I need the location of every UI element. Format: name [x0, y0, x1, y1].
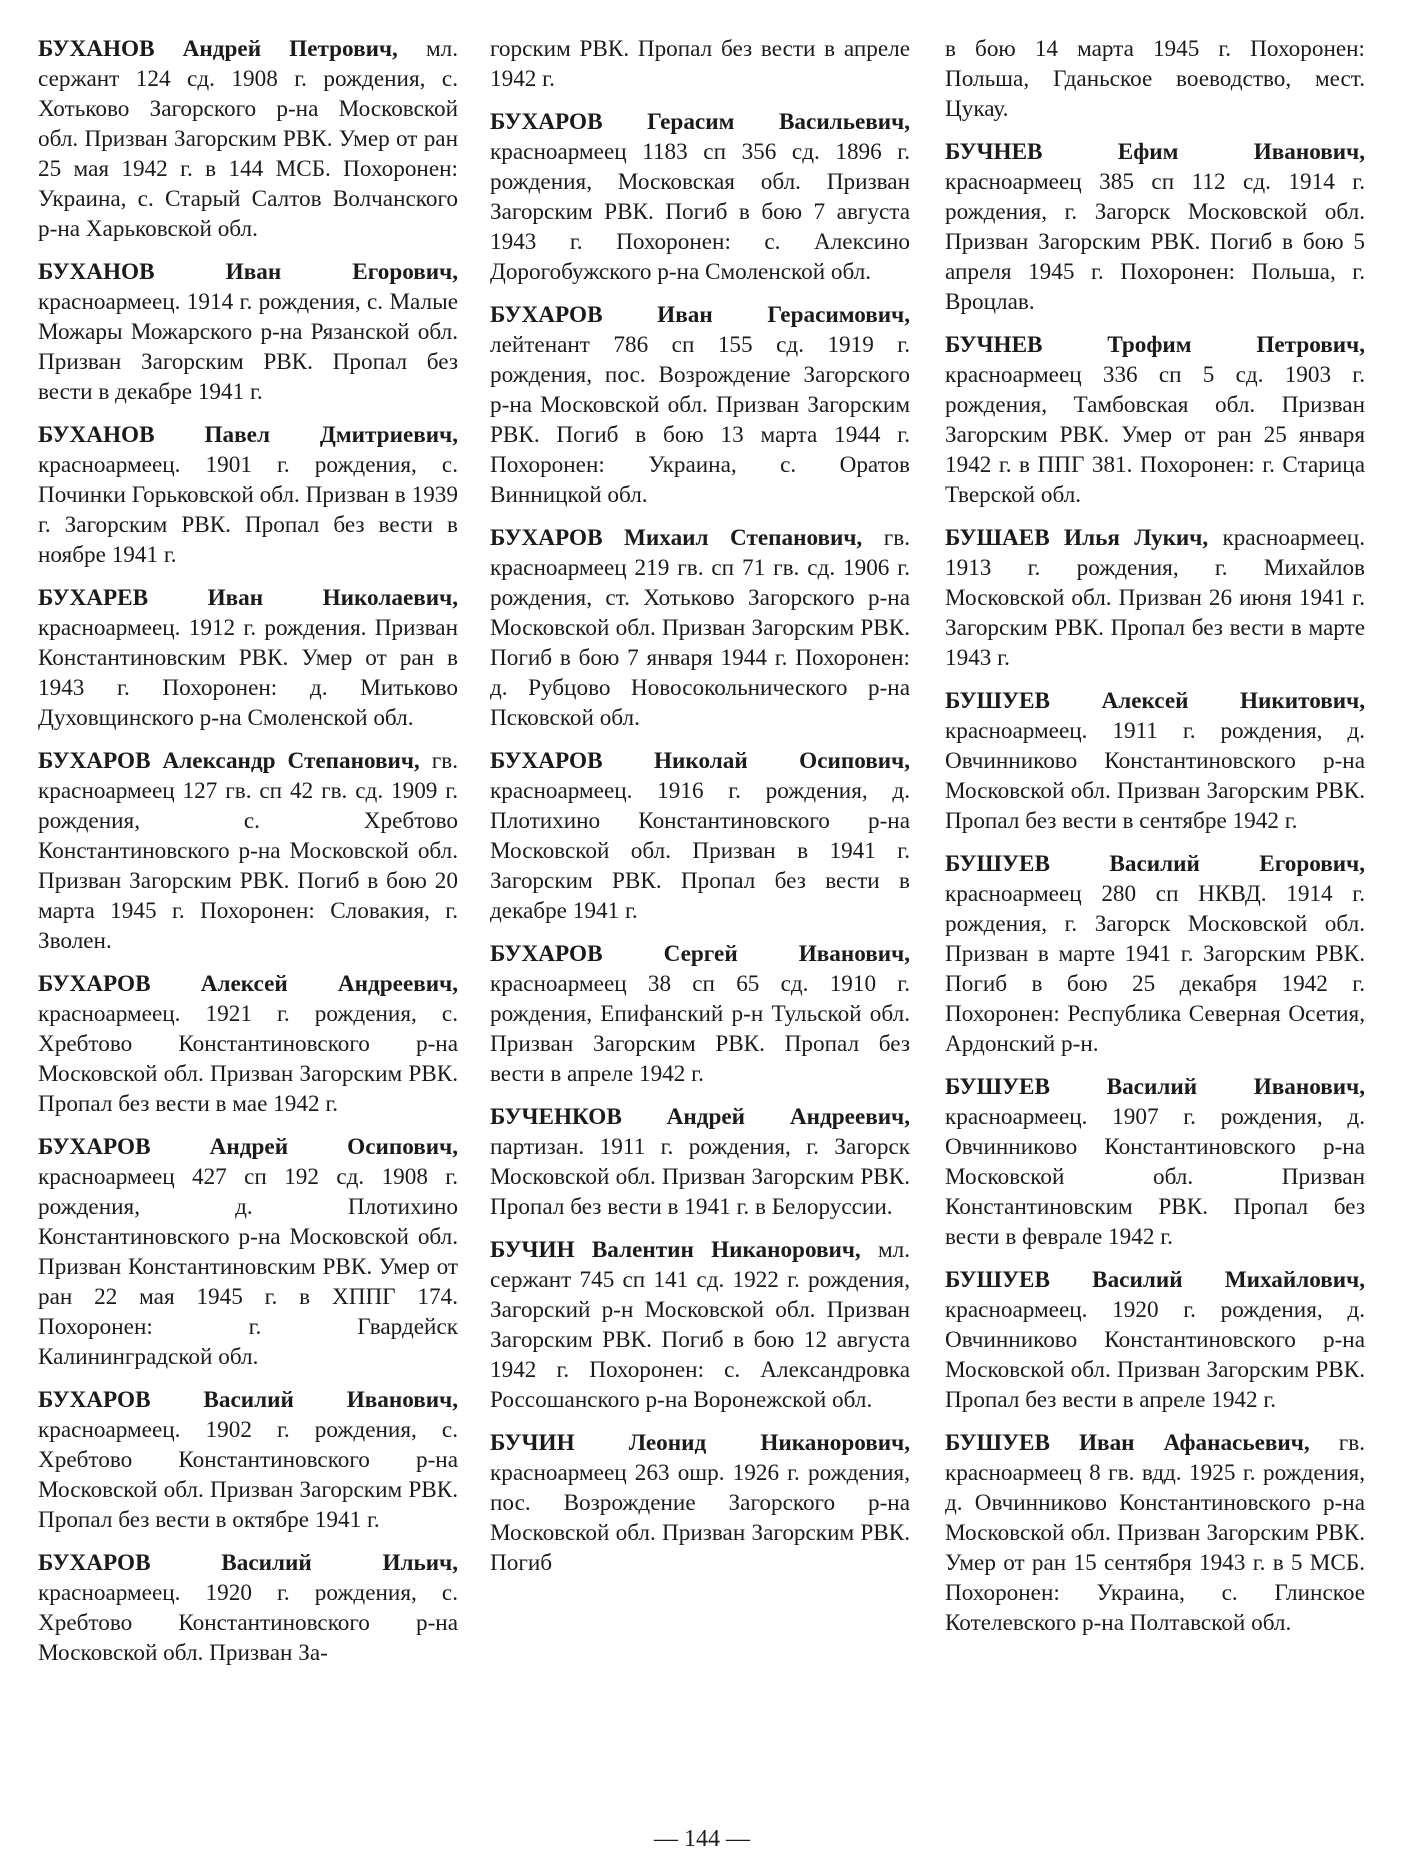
- memorial-entry: [490, 300, 910, 510]
- person-name: БУШАЕВ Илья Лукич,: [945, 525, 1209, 551]
- entry-text: лейтенант 786 сп 155 сд. 1919 г. рождения, пос. Возрождение Загорского р-на Московской обл. Призван Загорским РВК. Погиб в бою 13 марта 1944 г. Похоронен: Украина, с. Оратов Винницкой обл.: [490, 332, 910, 508]
- entry-text: красноармеец. 1921 г. рождения, с. Хребтово Константиновского р-на Московской обл. Призван Загорским РВК. Пропал без вести в мае 1942 г.: [38, 1001, 458, 1117]
- person-name: БУХАРОВ Алексей Андреевич,: [38, 971, 458, 997]
- entry-text: красноармеец 385 сп 112 сд. 1914 г. рождения, г. Загорск Московской обл. Призван Загорским РВК. Погиб в бою 5 апреля 1945 г. Похоронен: Польша, г. Вроцлав.: [945, 169, 1365, 315]
- entry-text: красноармеец. 1914 г. рождения, с. Малые Можары Можарского р-на Рязанской обл. Призван Загорским РВК. Пропал без вести в декабре 1941 г.: [38, 289, 458, 405]
- memorial-entry: [945, 523, 1365, 673]
- memorial-entry: [490, 939, 910, 1089]
- entry-text: в бою 14 марта 1945 г. Похоронен: Польша, Гданьское воеводство, мест. Цукау.: [945, 36, 1365, 122]
- memorial-entry: [38, 1385, 458, 1535]
- person-name: БУЧНЕВ Ефим Иванович,: [945, 139, 1365, 165]
- text-column-1: [38, 34, 458, 1681]
- entry-text: красноармеец 263 ошр. 1926 г. рождения, пос. Возрождение Загорского р-на Московской обл. Призван Загорским РВК. Погиб: [490, 1460, 910, 1576]
- entry-text: красноармеец. 1920 г. рождения, д. Овчинниково Константиновского р-на Московской обл. Призван Загорским РВК. Пропал без вести в апреле 1942 г.: [945, 1297, 1365, 1413]
- person-name: БУШУЕВ Иван Афанасьевич,: [945, 1430, 1310, 1456]
- memorial-entry: [38, 257, 458, 407]
- entry-text: партизан. 1911 г. рождения, г. Загорск Московской обл. Призван Загорским РВК. Пропал без вести в 1941 г. в Белоруссии.: [490, 1134, 910, 1220]
- entry-text: красноармеец 38 сп 65 сд. 1910 г. рождения, Епифанский р-н Тульской обл. Призван Загорским РВК. Пропал без вести в апреле 1942 г.: [490, 971, 910, 1087]
- entry-text: красноармеец. 1912 г. рождения. Призван Константиновским РВК. Умер от ран в 1943 г. Похоронен: д. Митьково Духовщинского р-на Смоленской обл.: [38, 615, 458, 731]
- memorial-entry: [490, 1102, 910, 1222]
- entry-text: мл. сержант 745 сп 141 сд. 1922 г. рождения, Загорский р-н Московской обл. Призван Загорским РВК. Погиб в бою 12 августа 1942 г. Похоронен: с. Александровка Россошанского р-на Воронежской обл.: [490, 1237, 911, 1413]
- memorial-entry: [945, 1428, 1365, 1638]
- memorial-entry: [945, 849, 1365, 1059]
- page-number: — 144 —: [654, 1826, 750, 1852]
- memorial-entry: [490, 34, 910, 94]
- memorial-entry: [945, 686, 1365, 836]
- person-name: БУШУЕВ Василий Егорович,: [945, 851, 1365, 877]
- person-name: БУХАНОВ Иван Егорович,: [38, 259, 458, 285]
- memorial-entry: [38, 1548, 458, 1668]
- person-name: БУШУЕВ Василий Михайлович,: [945, 1267, 1365, 1293]
- person-name: БУЧНЕВ Трофим Петрович,: [945, 332, 1365, 358]
- memorial-entry: [38, 34, 458, 244]
- person-name: БУХАРОВ Василий Ильич,: [38, 1550, 458, 1576]
- entry-text: красноармеец. 1907 г. рождения, д. Овчинниково Константиновского р-на Московской обл. Призван Константиновским РВК. Пропал без вести в феврале 1942 г.: [945, 1104, 1365, 1250]
- person-name: БУШУЕВ Алексей Никитович,: [945, 688, 1365, 714]
- memorial-entry: [38, 583, 458, 733]
- person-name: БУХАРОВ Сергей Иванович,: [490, 941, 910, 967]
- entry-text: красноармеец. 1902 г. рождения, с. Хребтово Константиновского р-на Московской обл. Призван Загорским РВК. Пропал без вести в октябре 1941 г.: [38, 1417, 458, 1533]
- memorial-entry: [945, 1265, 1365, 1415]
- entry-text: горским РВК. Пропал без вести в апреле 1942 г.: [490, 36, 910, 92]
- memorial-entry: [38, 1132, 458, 1372]
- memorial-entry: [490, 746, 910, 926]
- person-name: БУЧЕНКОВ Андрей Андреевич,: [490, 1104, 910, 1130]
- person-name: БУХАНОВ Павел Дмитриевич,: [38, 422, 458, 448]
- person-name: БУХАРЕВ Иван Николаевич,: [38, 585, 458, 611]
- text-column-3: [945, 34, 1365, 1651]
- memorial-entry: [490, 523, 910, 733]
- memorial-entry: [945, 137, 1365, 317]
- person-name: БУХАРОВ Герасим Васильевич,: [490, 109, 910, 135]
- entry-text: красноармеец. 1901 г. рождения, с. Починки Горьковской обл. Призван в 1939 г. Загорским РВК. Пропал без вести в ноябре 1941 г.: [38, 452, 458, 568]
- person-name: БУХАРОВ Михаил Степанович,: [490, 525, 863, 551]
- person-name: БУХАРОВ Иван Герасимович,: [490, 302, 910, 328]
- entry-text: гв. красноармеец 219 гв. сп 71 гв. сд. 1906 г. рождения, ст. Хотьково Загорского р-на Московской обл. Призван Загорским РВК. Погиб в бою 7 января 1944 г. Похоронен: д. Рубцово Новосокольнического р-на Псковской обл.: [490, 525, 910, 731]
- entry-text: гв. красноармеец 8 гв. вдд. 1925 г. рождения, д. Овчинниково Константиновского р-на Московской обл. Призван Загорским РВК. Умер от ран 15 сентября 1943 г. в 5 МСБ. Похоронен: Украина, с. Глинское Котелевского р-на Полтавской обл.: [945, 1430, 1365, 1636]
- entry-text: красноармеец 280 сп НКВД. 1914 г. рождения, г. Загорск Московской обл. Призван в марте 1941 г. Загорским РВК. Погиб в бою 25 декабря 1942 г. Похоронен: Республика Северная Осетия, Ардонский р-н.: [945, 881, 1365, 1057]
- person-name: БУХАРОВ Андрей Осипович,: [38, 1134, 458, 1160]
- entry-text: мл. сержант 124 сд. 1908 г. рождения, с. Хотьково Загорского р-на Московской обл. Призван Загорским РВК. Умер от ран 25 мая 1942 г. в 144 МСБ. Похоронен: Украина, с. Старый Салтов Волчанского р-на Харьковской обл.: [38, 36, 458, 242]
- entry-text: красноармеец. 1920 г. рождения, с. Хребтово Константиновского р-на Московской обл. Призван За-: [38, 1580, 458, 1666]
- person-name: БУХАРОВ Василий Иванович,: [38, 1387, 458, 1413]
- person-name: БУШУЕВ Василий Иванович,: [945, 1074, 1365, 1100]
- memorial-entry: [945, 1072, 1365, 1252]
- memorial-entry: [38, 969, 458, 1119]
- person-name: БУЧИН Валентин Никанорович,: [490, 1237, 861, 1263]
- memorial-entry: [945, 34, 1365, 124]
- entry-text: красноармеец 336 сп 5 сд. 1903 г. рождения, Тамбовская обл. Призван Загорским РВК. Умер от ран 25 января 1942 г. в ППГ 381. Похоронен: г. Старица Тверской обл.: [945, 362, 1365, 508]
- person-name: БУХАРОВ Александр Степанович,: [38, 748, 420, 774]
- memorial-entry: [38, 746, 458, 956]
- person-name: БУХАНОВ Андрей Петрович,: [38, 36, 398, 62]
- memorial-entry: [490, 107, 910, 287]
- entry-text: красноармеец. 1913 г. рождения, г. Михайлов Московской обл. Призван 26 июня 1941 г. Загорским РВК. Пропал без вести в марте 1943 г.: [945, 525, 1365, 671]
- entry-text: красноармеец. 1916 г. рождения, д. Плотихино Константиновского р-на Московской обл. Призван в 1941 г. Загорским РВК. Пропал без вести в декабре 1941 г.: [490, 778, 910, 924]
- memorial-entry: [490, 1428, 910, 1578]
- memorial-entry: [38, 420, 458, 570]
- entry-text: красноармеец 1183 сп 356 сд. 1896 г. рождения, Московская обл. Призван Загорским РВК. Погиб в бою 7 августа 1943 г. Похоронен: с. Алексино Дорогобужского р-на Смоленской обл.: [490, 139, 910, 285]
- entry-text: красноармеец 427 сп 192 сд. 1908 г. рождения, д. Плотихино Константиновского р-на Московской обл. Призван Константиновским РВК. Умер от ран 22 мая 1945 г. в ХППГ 174. Похоронен: г. Гвардейск Калининградской обл.: [38, 1164, 458, 1370]
- entry-text: гв. красноармеец 127 гв. сп 42 гв. сд. 1909 г. рождения, с. Хребтово Константиновского р-на Московской обл. Призван Загорским РВК. Погиб в бою 20 марта 1945 г. Похоронен: Словакия, г. Зволен.: [38, 748, 458, 954]
- memorial-entry: [945, 330, 1365, 510]
- text-column-2: [490, 34, 910, 1591]
- entry-text: красноармеец. 1911 г. рождения, д. Овчинниково Константиновского р-на Московской обл. Призван Загорским РВК. Пропал без вести в сентябре 1942 г.: [945, 718, 1365, 834]
- person-name: БУХАРОВ Николай Осипович,: [490, 748, 910, 774]
- memorial-entry: [490, 1235, 910, 1415]
- person-name: БУЧИН Леонид Никанорович,: [490, 1430, 910, 1456]
